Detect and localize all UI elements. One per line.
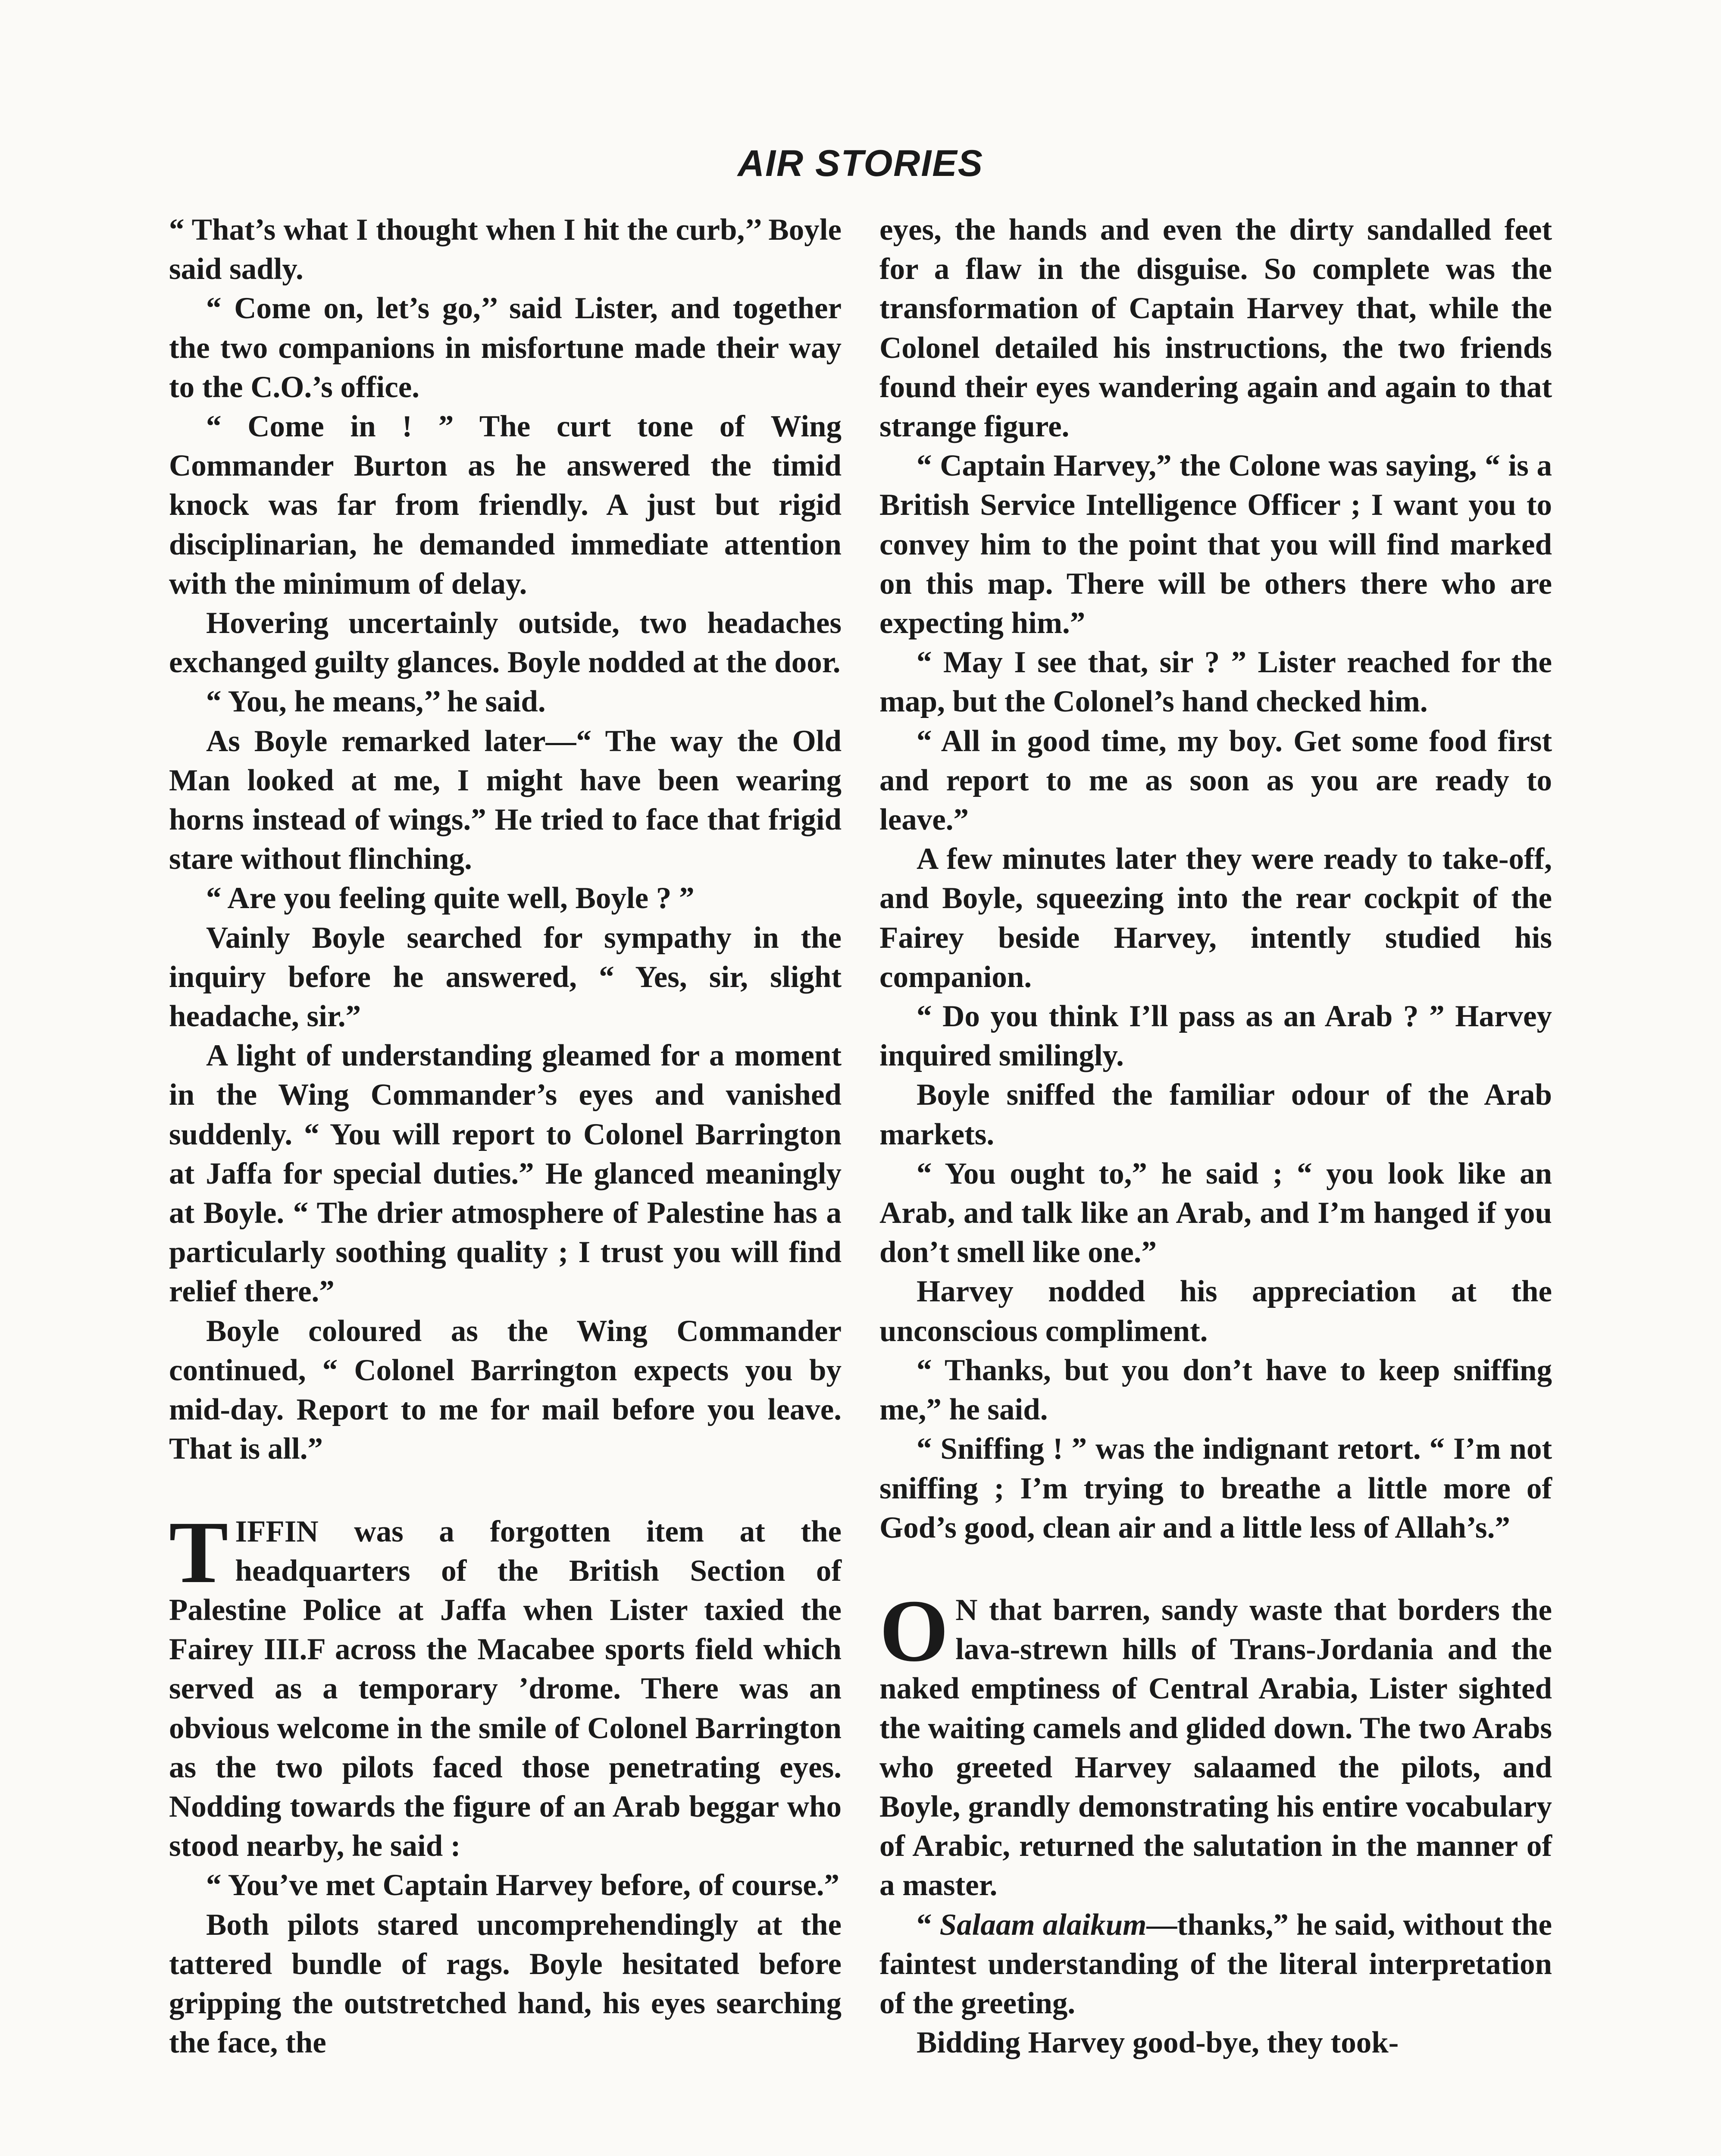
paragraph: eyes, the hands and even the dirty sandalled feet for a flaw in the disguise. So complete was the transformation of Captain Harvey that, while the Colonel detailed his instructions, the two friends found their eyes wandering again and again to that strange figure.	[879, 213, 1552, 444]
paragraph: As Boyle remarked later—“ The way the Old Man looked at me, I might have been wearing horns instead of wings.” He tried to face that frigid stare without flinching.	[169, 724, 842, 876]
paragraph: Boyle coloured as the Wing Commander continued, “ Colonel Barrington expects you by mid-day. Report to me for mail before you leave. That is all.”	[169, 1314, 842, 1466]
paragraph: A few minutes later they were ready to take-off, and Boyle, squeezing into the rear cockpit of the Fairey beside Harvey, intently studied his companion.	[879, 842, 1552, 994]
drop-cap: T	[169, 1502, 228, 1601]
paragraph: Hovering uncertainly outside, two headaches exchanged guilty glances. Boyle nodded at the door.	[169, 606, 842, 680]
section-text: IFFIN was a forgotten item at the headquarters of the British Section of Palestine Police at Jaffa when Lister taxied the Fairey III.F across the Macabee sports field which served as a temporary ’drome. There was an obvious welcome in the smile of Colonel Barrington as the two pilots faced those penetrating eyes. Nodding towards the figure of an Arab beggar who stood nearby, he said :	[169, 1514, 842, 1863]
paragraph-text: —thanks,” he said, without the faintest understanding of the literal interpretation of the greeting.	[879, 1908, 1552, 2020]
paragraph: “ May I see that, sir ? ” Lister reached for the map, but the Colonel’s hand checked him.	[879, 646, 1552, 719]
paragraph: “ Come in ! ” The curt tone of Wing Commander Burton as he answered the timid knock was far from friendly. A just but rigid disciplinarian, he demanded immediate attention with the minimum of delay.	[169, 410, 842, 601]
arabic-greeting: Salaam alaikum	[939, 1908, 1147, 1942]
quote-open: “	[917, 1908, 940, 1942]
section-opening-paragraph	[879, 1581, 1552, 1905]
paragraph	[879, 1905, 1552, 2024]
paragraph: “ You ought to,” he said ; “ you look like an Arab, and talk like an Arab, and I’m hanged if you don’t smell like one.”	[879, 1156, 1552, 1269]
paragraph: “ Captain Harvey,” the Colone was saying, “ is a British Service Intelligence Officer ; I want you to convey him to the point that you will find marked on this map. There will be others there who are expecting him.”	[879, 449, 1552, 640]
paragraph: “ You’ve met Captain Harvey before, of course.”	[206, 1868, 840, 1902]
left-column	[169, 210, 842, 2062]
paragraph: “ You, he means,’’ he said.	[206, 685, 546, 719]
paragraph: “ All in good time, my boy. Get some food first and report to me as soon as you are ready to leave.”	[879, 724, 1552, 837]
paragraph: Vainly Boyle searched for sympathy in the inquiry before he answered, “ Yes, sir, slight headache, sir.”	[169, 921, 842, 1034]
section-opening-paragraph	[169, 1502, 842, 1866]
paragraph: “ Sniffing ! ” was the indignant retort. “ I’m not sniffing ; I’m trying to breathe a little more of God’s good, clean air and a little less of Allah’s.”	[879, 1432, 1552, 1545]
paragraph: “ Come on, let’s go,’’ said Lister, and together the two companions in misfortune made their way to the C.O.’s office.	[169, 291, 842, 404]
drop-cap: O	[879, 1581, 949, 1680]
paragraph: Both pilots stared uncomprehendingly at the tattered bundle of rags. Boyle hesitated before gripping the outstretched hand, his eyes searching the face, the	[169, 1908, 842, 2060]
paragraph: Bidding Harvey good-bye, they took-	[917, 2026, 1399, 2060]
paragraph: “ Are you feeling quite well, Boyle ? ”	[206, 881, 695, 915]
paragraph: “ Thanks, but you don’t have to keep sniffing me,” he said.	[879, 1353, 1552, 1427]
running-head: AIR STORIES	[738, 143, 983, 184]
section-text: N that barren, sandy waste that borders the lava-strewn hills of Trans-Jordania and the naked emptiness of Central Arabia, Lister sighted the waiting camels and glided down. The two Arabs who greeted Harvey salaamed the pilots, and Boyle, grandly demonstrating his entire vocabulary of Arabic, returned the salutation in the manner of a master.	[879, 1593, 1552, 1902]
paragraph: Harvey nodded his appreciation at the unconscious compliment.	[879, 1275, 1552, 1348]
paragraph: A light of understanding gleamed for a moment in the Wing Commander’s eyes and vanished suddenly. “ You will report to Colonel Barrington at Jaffa for special duties.” He glanced meaningly at Boyle. “ The drier atmosphere of Palestine has a particularly soothing quality ; I trust you will find relief there.”	[169, 1039, 842, 1309]
paragraph: “ Do you think I’ll pass as an Arab ? ” Harvey inquired smilingly.	[879, 1000, 1552, 1073]
right-column	[879, 210, 1552, 2062]
paragraph: Boyle sniffed the familiar odour of the Arab markets.	[879, 1078, 1552, 1151]
paragraph: “ That’s what I thought when I hit the curb,’’ Boyle said sadly.	[169, 213, 842, 286]
